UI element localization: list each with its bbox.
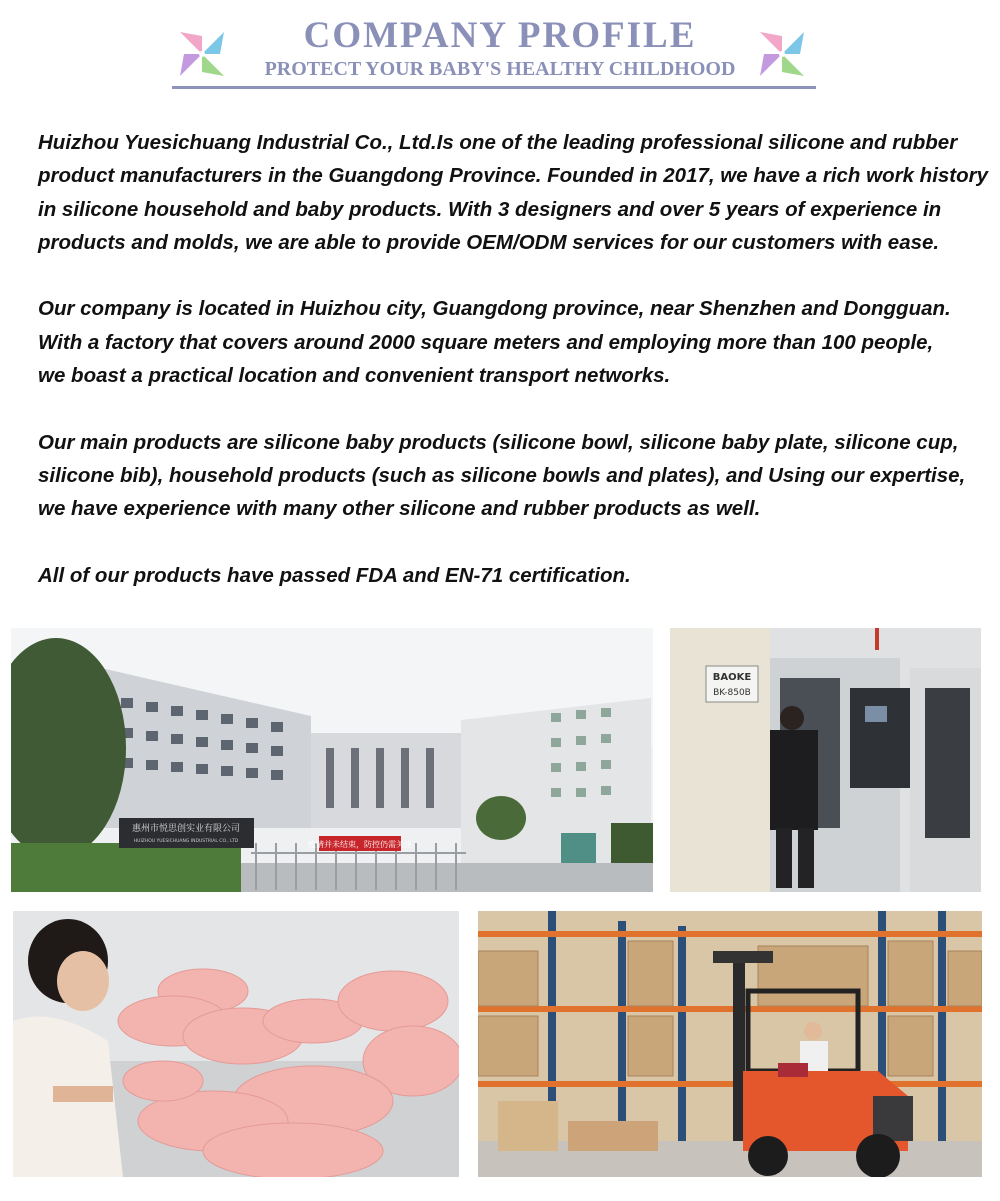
paragraph-certification bbox=[38, 559, 978, 592]
text-line: Our company is located in Huizhou city, Guangdong province, near Shenzhen and Dongguan. bbox=[38, 297, 951, 321]
paragraph-products bbox=[38, 426, 978, 526]
page-header bbox=[0, 0, 1000, 100]
text-line: With a factory that covers around 2000 square meters and employing more than 100 people, bbox=[38, 330, 934, 354]
text-line: Our main products are silicone baby products (silicone bowl, silicone baby plate, silicone cup, bbox=[38, 430, 959, 454]
profile-text bbox=[38, 126, 989, 625]
factory-banner: 疫情并未结束，防控仍需关注 bbox=[308, 840, 412, 849]
factory-sign-cn: 惠州市悦思创实业有限公司 bbox=[131, 824, 241, 834]
pinwheel-icon bbox=[756, 28, 808, 80]
text-line: products and molds, we are able to provide OEM/ODM services for our customers with ease. bbox=[38, 230, 940, 254]
machine-label-brand: BAOKE bbox=[712, 672, 752, 683]
text-line: product manufacturers in the Guangdong Province. Founded in 2017, we have a rich work history bbox=[38, 164, 989, 188]
paragraph-location bbox=[38, 292, 978, 392]
text-line: in silicone household and baby products. With 3 designers and over 5 years of experience in bbox=[38, 197, 942, 221]
factory-photo bbox=[11, 628, 653, 892]
worker-photo bbox=[13, 911, 459, 1177]
page-subtitle: PROTECT YOUR BABY'S HEALTHY CHILDHOOD bbox=[264, 58, 736, 80]
text-line: we boast a practical location and convenient transport networks. bbox=[38, 364, 671, 388]
factory-sign-en: HUIZHOU YUESICHUANG INDUSTRIAL CO., LTD bbox=[133, 839, 239, 844]
machine-label-model: BK-850B bbox=[713, 688, 751, 698]
text-line: Huizhou Yuesichuang Industrial Co., Ltd.Is one of the leading professional silicone and rubber bbox=[38, 131, 958, 154]
warehouse-photo bbox=[478, 911, 982, 1177]
cnc-machine-photo bbox=[670, 628, 981, 892]
text-line: silicone bib), household products (such as silicone bowls and plates), and Using our expertise, bbox=[38, 463, 966, 487]
header-rule bbox=[172, 86, 816, 89]
page-title: COMPANY PROFILE bbox=[303, 15, 697, 56]
paragraph-intro bbox=[38, 126, 989, 259]
text-line: All of our products have passed FDA and EN-71 certification. bbox=[38, 563, 631, 587]
text-line: we have experience with many other silicone and rubber products as well. bbox=[38, 497, 761, 521]
